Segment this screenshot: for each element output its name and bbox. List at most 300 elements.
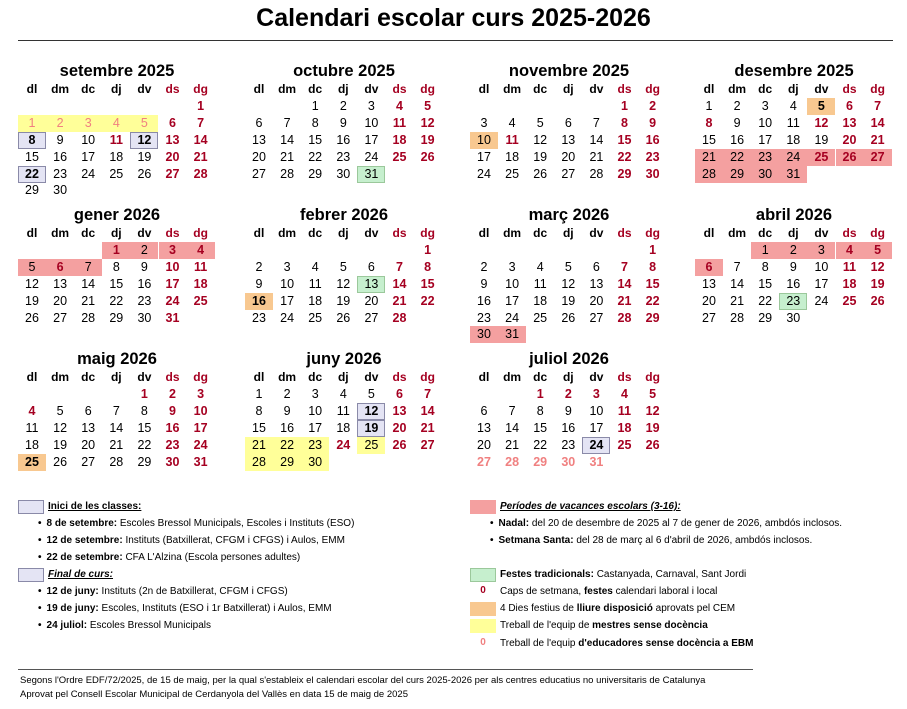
day-cell: 29 (273, 454, 301, 471)
day-cell: 11 (392, 115, 407, 130)
day-cell: 3 (508, 259, 516, 274)
weekday-header: dg (645, 226, 660, 240)
day-cell: 15 (109, 276, 124, 291)
day-cell: 16 (53, 149, 68, 164)
swatch-vacances (470, 500, 496, 514)
day-cell: 23 (252, 310, 266, 325)
day-cell: 31 (193, 454, 208, 469)
day-cell: 30 (786, 310, 801, 325)
day-cell: 9 (283, 403, 291, 418)
weekday-header: dv (137, 370, 152, 384)
month-calendar (18, 62, 216, 200)
day-cell: 24 (364, 149, 379, 164)
day-cell: 5 (339, 259, 347, 274)
day-cell: 15 (137, 420, 152, 435)
month-grid (18, 81, 216, 200)
day-cell: 8 (761, 259, 769, 274)
day-cell: 2 (564, 386, 572, 401)
day-cell: 26 (836, 149, 864, 166)
day-cell: 21 (392, 293, 407, 308)
day-cell: 6 (564, 115, 572, 130)
weekday-header: dg (193, 226, 208, 240)
day-cell: 18 (193, 276, 208, 291)
month-grid (695, 225, 893, 344)
day-cell: 26 (336, 310, 351, 325)
footer-line-2: Aprovat pel Consell Escolar Municipal de Cerdanyola del Vallès en data 15 de maig de 2025 (20, 689, 408, 700)
weekday-header: dc (758, 82, 773, 96)
day-cell: 4 (187, 242, 215, 259)
weekday-header: dv (137, 226, 152, 240)
day-cell: 16 (477, 293, 491, 308)
day-cell: 15 (702, 132, 716, 147)
weekday-header: dj (337, 82, 349, 96)
day-cell: 7 (508, 403, 516, 418)
day-cell: 20 (477, 437, 491, 452)
day-cell: 14 (81, 276, 96, 291)
day-cell: 24 (477, 166, 491, 181)
day-cell: 27 (252, 166, 266, 181)
legend-educadores: Treball de l'equip d'educadores sense docència a EBM (500, 638, 754, 649)
day-cell: 17 (308, 420, 323, 435)
weekday-header: dv (589, 82, 604, 96)
legend-caps: Caps de setmana, festes calendari laboral i local (500, 586, 718, 597)
day-cell: 22 (18, 166, 46, 183)
day-cell: 14 (589, 132, 604, 147)
day-cell: 8 (621, 115, 628, 130)
legend-vacances-heading: Períodes de vacances escolars (3-16): (500, 501, 681, 512)
day-cell: 25 (109, 166, 124, 181)
day-cell: 6 (592, 259, 600, 274)
day-cell: 30 (336, 166, 351, 181)
day-cell: 19 (561, 293, 576, 308)
day-cell: 17 (193, 420, 208, 435)
month-name: maig 2026 (77, 350, 157, 368)
day-cell: 27 (165, 166, 180, 181)
day-cell: 21 (870, 132, 885, 147)
day-cell: 12 (645, 403, 660, 418)
weekday-header: ds (617, 226, 632, 240)
weekday-header: dl (26, 82, 38, 96)
swatch-final (18, 568, 44, 582)
day-cell: 19 (137, 149, 152, 164)
day-cell: 12 (533, 132, 548, 147)
day-cell: 30 (165, 454, 180, 469)
weekday-header: ds (165, 82, 180, 96)
day-cell: 6 (84, 403, 92, 418)
weekday-header: dj (562, 226, 574, 240)
legend-inici-item: • 12 de setembre: Instituts (Batxillerat, CFGM i CFGS) i Aulos, EMM (38, 535, 345, 546)
day-cell: 2 (733, 98, 741, 113)
month-name: febrer 2026 (299, 206, 389, 224)
day-cell: 20 (53, 293, 68, 308)
day-cell: 7 (396, 259, 403, 274)
day-cell: 1 (140, 386, 148, 401)
month-grid (245, 81, 443, 200)
weekday-header: ds (617, 370, 632, 384)
legend-festes: Festes tradicionals: Castanyada, Carnaval, Sant Jordi (500, 569, 747, 580)
day-cell: 11 (786, 115, 800, 130)
weekday-header: dl (253, 82, 265, 96)
day-cell: 15 (308, 132, 323, 147)
day-cell: 27 (589, 310, 604, 325)
day-cell: 14 (420, 403, 435, 418)
day-cell: 21 (589, 149, 604, 164)
weekday-header: dg (420, 82, 435, 96)
weekday-header: dc (533, 82, 548, 96)
day-cell: 17 (280, 293, 295, 308)
weekday-header: dm (503, 82, 522, 96)
day-cell: 2 (779, 242, 807, 259)
day-cell: 14 (870, 115, 885, 130)
day-cell: 6 (396, 386, 403, 401)
day-cell: 27 (53, 310, 68, 325)
day-cell: 6 (480, 403, 488, 418)
day-cell: 10 (165, 259, 180, 274)
day-cell: 3 (74, 115, 102, 132)
weekday-header: dj (337, 370, 349, 384)
day-cell: 11 (842, 259, 857, 274)
day-cell: 20 (842, 132, 857, 147)
day-cell: 3 (592, 386, 600, 401)
day-cell: 10 (758, 115, 773, 130)
weekday-header: ds (165, 370, 180, 384)
weekday-header: dm (51, 82, 70, 96)
day-cell: 4 (536, 259, 544, 274)
day-cell: 7 (874, 98, 882, 113)
weekday-header: dl (26, 226, 38, 240)
legend-vacances-item: • Nadal: del 20 de desembre de 2025 al 7 de gener de 2026, ambdós inclosos. (490, 518, 843, 529)
day-cell: 27 (81, 454, 96, 469)
day-cell: 28 (392, 310, 407, 325)
day-cell: 30 (645, 166, 660, 181)
day-cell: 7 (621, 259, 628, 274)
day-cell: 16 (137, 276, 152, 291)
day-cell: 28 (695, 166, 723, 183)
day-cell: 31 (779, 166, 807, 183)
day-cell: 23 (301, 437, 329, 454)
day-cell: 30 (301, 454, 329, 471)
weekday-header: dg (870, 226, 885, 240)
day-cell: 30 (53, 183, 68, 198)
day-cell: 29 (617, 166, 632, 181)
weekday-header: dv (814, 82, 829, 96)
day-cell: 10 (81, 132, 96, 147)
month-name: setembre 2025 (59, 62, 175, 80)
weekday-header: dm (728, 226, 747, 240)
day-cell: 18 (336, 420, 351, 435)
day-cell: 1 (102, 242, 130, 259)
day-cell: 1 (197, 98, 205, 113)
weekday-header: dc (533, 226, 548, 240)
day-cell: 27 (477, 454, 491, 469)
weekday-header: dl (703, 82, 715, 96)
month-grid (470, 81, 668, 200)
day-cell: 15 (758, 276, 773, 291)
day-cell: 22 (137, 437, 152, 452)
day-cell: 15 (252, 420, 266, 435)
day-cell: 26 (870, 293, 885, 308)
day-cell: 28 (109, 454, 124, 469)
day-cell: 6 (367, 259, 375, 274)
day-cell: 2 (339, 98, 347, 113)
day-cell: 22 (533, 437, 548, 452)
day-cell: 4 (508, 115, 516, 130)
day-cell: 3 (159, 242, 187, 259)
weekday-header: dj (337, 226, 349, 240)
day-cell: 18 (109, 149, 124, 164)
day-cell: 14 (505, 420, 520, 435)
day-cell: 31 (589, 454, 604, 469)
weekday-header: dg (193, 82, 208, 96)
day-cell: 13 (81, 420, 96, 435)
title-divider (18, 40, 893, 41)
day-cell: 5 (56, 403, 64, 418)
day-cell: 16 (561, 420, 576, 435)
day-cell: 27 (420, 437, 435, 452)
day-cell: 13 (392, 403, 407, 418)
weekday-header: dm (728, 82, 747, 96)
day-cell: 16 (336, 132, 351, 147)
weekday-header: dc (308, 370, 323, 384)
weekday-header: dc (81, 82, 96, 96)
day-cell: 30 (137, 310, 152, 325)
month-calendar (470, 62, 668, 200)
day-cell: 13 (53, 276, 68, 291)
weekday-header: ds (392, 370, 407, 384)
legend-mestres: Treball de l'equip de mestres sense docència (500, 620, 708, 631)
day-cell: 8 (311, 115, 319, 130)
weekday-header: dc (81, 226, 96, 240)
weekday-header: dm (51, 226, 70, 240)
day-cell: 16 (730, 132, 745, 147)
day-cell: 3 (807, 242, 835, 259)
day-cell: 21 (109, 437, 124, 452)
day-cell: 2 (46, 115, 74, 132)
day-cell: 11 (336, 403, 350, 418)
legend-educadores-zero: 0 (480, 637, 486, 648)
legend-dies: 4 Dies festius de lliure disposició aprovats pel CEM (500, 603, 736, 614)
day-cell: 17 (505, 293, 520, 308)
day-cell: 28 (245, 454, 273, 471)
day-cell: 27 (561, 166, 576, 181)
day-cell: 4 (339, 386, 347, 401)
day-cell: 14 (109, 420, 124, 435)
weekday-header: dc (81, 370, 96, 384)
day-cell: 21 (505, 437, 520, 452)
footer-divider (18, 669, 753, 670)
day-cell: 10 (364, 115, 379, 130)
day-cell: 22 (273, 437, 301, 454)
day-cell: 3 (480, 115, 488, 130)
month-name: març 2026 (528, 206, 610, 224)
day-cell: 11 (193, 259, 208, 274)
day-cell: 22 (308, 149, 323, 164)
month-calendar (18, 350, 216, 488)
day-cell: 13 (702, 276, 716, 291)
weekday-header: ds (392, 226, 407, 240)
day-cell: 15 (533, 420, 548, 435)
day-cell: 12 (420, 115, 435, 130)
day-cell: 12 (870, 259, 885, 274)
day-cell: 21 (730, 293, 745, 308)
day-cell: 31 (498, 326, 526, 343)
day-cell: 23 (336, 149, 351, 164)
day-cell: 25 (392, 149, 407, 164)
legend-left (18, 499, 458, 639)
day-cell: 28 (280, 166, 295, 181)
day-cell: 10 (589, 403, 604, 418)
day-cell: 24 (336, 437, 351, 452)
day-cell: 8 (255, 403, 263, 418)
day-cell: 25 (18, 454, 46, 471)
day-cell: 16 (245, 293, 273, 310)
month-name: juny 2026 (306, 350, 382, 368)
weekday-header: dl (478, 370, 490, 384)
day-cell: 1 (705, 98, 713, 113)
day-cell: 25 (505, 166, 520, 181)
day-cell: 29 (645, 310, 660, 325)
day-cell: 14 (280, 132, 295, 147)
day-cell: 4 (102, 115, 130, 132)
day-cell: 7 (197, 115, 205, 130)
day-cell: 5 (367, 386, 375, 401)
day-cell: 7 (283, 115, 291, 130)
month-grid (470, 369, 668, 488)
day-cell: 4 (836, 242, 864, 259)
day-cell: 1 (649, 242, 657, 257)
month-calendar (695, 206, 893, 344)
day-cell: 23 (53, 166, 68, 181)
day-cell: 24 (779, 149, 807, 166)
day-cell: 5 (864, 242, 892, 259)
weekday-header: dv (589, 226, 604, 240)
day-cell: 9 (733, 115, 741, 130)
day-cell: 13 (561, 132, 576, 147)
legend-inici-item: • 8 de setembre: Escoles Bressol Municipals, Escoles i Instituts (ESO) (38, 518, 355, 529)
day-cell: 22 (420, 293, 435, 308)
month-calendar (245, 350, 443, 488)
legend-final-item: • 24 juliol: Escoles Bressol Municipals (38, 620, 212, 631)
day-cell: 1 (536, 386, 544, 401)
day-cell: 29 (25, 183, 39, 198)
day-cell: 11 (617, 403, 632, 418)
day-cell: 22 (617, 149, 632, 164)
day-cell: 23 (137, 293, 152, 308)
day-cell: 15 (25, 149, 39, 164)
day-cell: 20 (561, 149, 576, 164)
swatch-mestres (470, 619, 496, 633)
day-cell: 23 (645, 149, 660, 164)
day-cell: 6 (695, 259, 723, 276)
weekday-header: dl (478, 82, 490, 96)
day-cell: 22 (645, 293, 660, 308)
day-cell: 25 (308, 310, 323, 325)
day-cell: 16 (280, 420, 295, 435)
day-cell: 19 (25, 293, 39, 308)
weekday-header: dc (308, 82, 323, 96)
day-cell: 16 (786, 276, 801, 291)
day-cell: 24 (280, 310, 295, 325)
day-cell: 21 (695, 149, 723, 166)
day-cell: 10 (814, 259, 829, 274)
day-cell: 29 (758, 310, 773, 325)
day-cell: 6 (846, 98, 853, 113)
day-cell: 27 (702, 310, 716, 325)
day-cell: 21 (81, 293, 96, 308)
day-cell: 26 (137, 166, 152, 181)
day-cell: 14 (617, 276, 632, 291)
day-cell: 17 (589, 420, 604, 435)
day-cell: 13 (357, 276, 385, 293)
weekday-header: dg (870, 82, 885, 96)
day-cell: 18 (617, 420, 632, 435)
month-grid (245, 225, 443, 344)
day-cell: 13 (165, 132, 180, 147)
day-cell: 9 (649, 115, 657, 130)
day-cell: 3 (311, 386, 319, 401)
day-cell: 4 (28, 403, 36, 418)
day-cell: 23 (477, 310, 491, 325)
weekday-header: dg (645, 370, 660, 384)
day-cell: 4 (789, 98, 797, 113)
day-cell: 18 (392, 132, 407, 147)
day-cell: 12 (336, 276, 351, 291)
month-calendar (470, 350, 668, 488)
day-cell: 17 (165, 276, 180, 291)
weekday-header: dl (253, 226, 265, 240)
day-cell: 12 (25, 276, 39, 291)
day-cell: 18 (533, 293, 548, 308)
month-calendar (695, 62, 893, 200)
day-cell: 6 (46, 259, 74, 276)
day-cell: 10 (470, 132, 498, 149)
swatch-dies (470, 602, 496, 616)
day-cell: 18 (25, 437, 39, 452)
day-cell: 9 (56, 132, 64, 147)
legend-final-item: • 19 de juny: Escoles, Instituts (ESO i 1r Batxillerat) i Aulos, EMM (38, 603, 332, 614)
day-cell: 31 (357, 166, 385, 183)
day-cell: 28 (730, 310, 745, 325)
day-cell: 21 (280, 149, 295, 164)
day-cell: 15 (420, 276, 435, 291)
weekday-header: dc (308, 226, 323, 240)
day-cell: 9 (480, 276, 488, 291)
day-cell: 3 (197, 386, 205, 401)
day-cell: 25 (533, 310, 548, 325)
day-cell: 13 (252, 132, 266, 147)
day-cell: 20 (81, 437, 96, 452)
day-cell: 2 (255, 259, 263, 274)
weekday-header: ds (165, 226, 180, 240)
month-calendar (245, 206, 443, 344)
day-cell: 20 (702, 293, 716, 308)
day-cell: 5 (807, 98, 835, 115)
weekday-header: dl (26, 370, 38, 384)
day-cell: 20 (252, 149, 266, 164)
day-cell: 30 (751, 166, 779, 183)
month-grid (470, 225, 668, 344)
day-cell: 10 (308, 403, 323, 418)
weekday-header: ds (842, 82, 857, 96)
day-cell: 26 (53, 454, 68, 469)
day-cell: 1 (255, 386, 263, 401)
day-cell: 21 (420, 420, 435, 435)
weekday-header: dg (193, 370, 208, 384)
legend-inici-item: • 22 de setembre: CFA L'Alzina (Escola persones adultes) (38, 552, 301, 563)
weekday-header: dm (503, 370, 522, 384)
weekday-header: dv (814, 226, 829, 240)
day-cell: 3 (761, 98, 769, 113)
